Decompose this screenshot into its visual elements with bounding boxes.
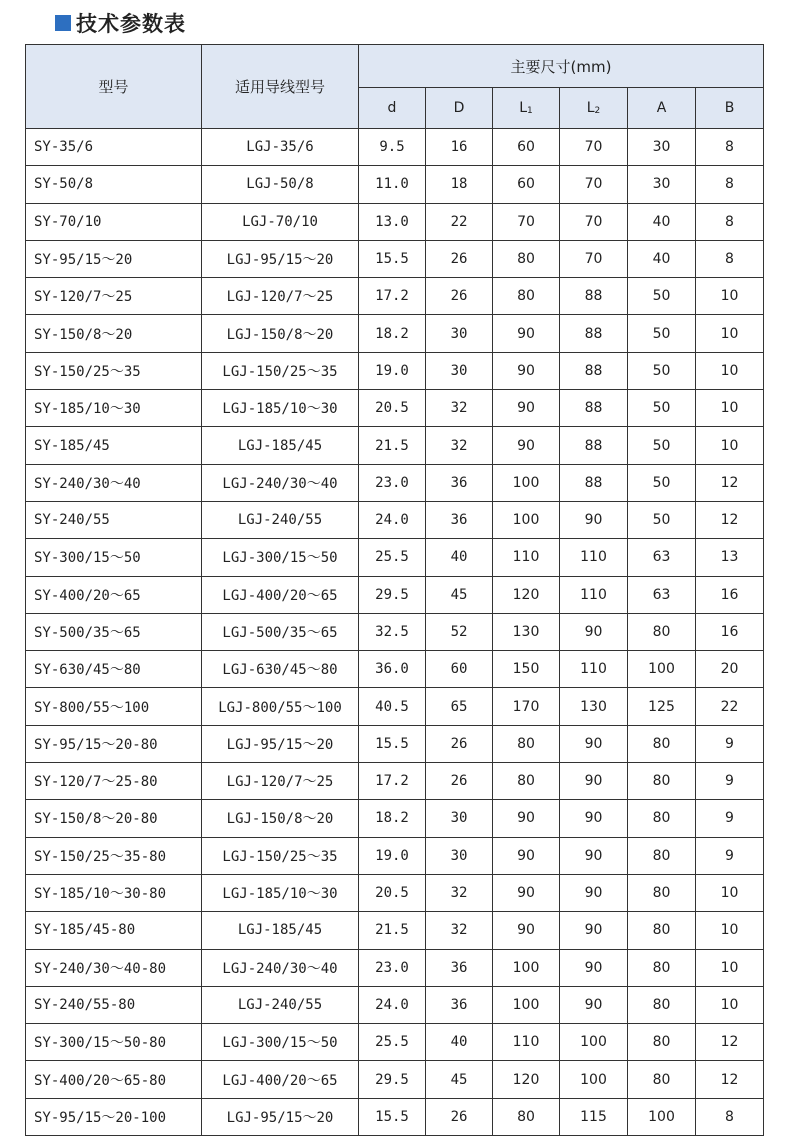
cell-dim: 100 xyxy=(560,1024,628,1061)
cell-dim: 15.5 xyxy=(359,1098,426,1135)
table-header xyxy=(26,45,764,129)
header-dim-label: B xyxy=(724,100,735,116)
cell-dim: 80 xyxy=(628,1024,696,1061)
cell-dim: 32 xyxy=(426,912,493,949)
cell-conductor: LGJ-400/20～65 xyxy=(202,576,359,613)
cell-conductor: LGJ-150/25～35 xyxy=(202,837,359,874)
cell-model: SY-70/10 xyxy=(26,203,202,240)
cell-model: SY-300/15～50 xyxy=(26,539,202,576)
cell-conductor: LGJ-95/15～20 xyxy=(202,725,359,762)
cell-dim: 10 xyxy=(696,278,764,315)
cell-model: SY-120/7～25-80 xyxy=(26,763,202,800)
cell-dim: 100 xyxy=(493,986,560,1023)
cell-dim: 13 xyxy=(696,539,764,576)
table-row xyxy=(26,129,764,166)
cell-conductor: LGJ-185/45 xyxy=(202,912,359,949)
header-dim-4 xyxy=(628,88,696,129)
cell-dim: 90 xyxy=(493,837,560,874)
cell-conductor: LGJ-630/45～80 xyxy=(202,651,359,688)
table-row xyxy=(26,390,764,427)
cell-dim: 80 xyxy=(628,800,696,837)
cell-conductor: LGJ-95/15～20 xyxy=(202,1098,359,1135)
cell-dim: 18 xyxy=(426,166,493,203)
cell-conductor: LGJ-120/7～25 xyxy=(202,278,359,315)
page-title: 技术参数表 xyxy=(76,12,186,36)
cell-model: SY-300/15～50-80 xyxy=(26,1024,202,1061)
cell-dim: 88 xyxy=(560,352,628,389)
header-dim-1 xyxy=(426,88,493,129)
cell-dim: 13.0 xyxy=(359,203,426,240)
cell-dim: 20.5 xyxy=(359,390,426,427)
cell-dim: 90 xyxy=(560,725,628,762)
cell-dim: 60 xyxy=(493,129,560,166)
cell-conductor: LGJ-185/10～30 xyxy=(202,874,359,911)
cell-dim: 88 xyxy=(560,464,628,501)
table-row xyxy=(26,1024,764,1061)
cell-model: SY-800/55～100 xyxy=(26,688,202,725)
cell-dim: 70 xyxy=(560,203,628,240)
cell-model: SY-185/10～30-80 xyxy=(26,874,202,911)
cell-dim: 11.0 xyxy=(359,166,426,203)
cell-dim: 63 xyxy=(628,576,696,613)
cell-dim: 16 xyxy=(696,576,764,613)
cell-model: SY-50/8 xyxy=(26,166,202,203)
cell-dim: 26 xyxy=(426,725,493,762)
cell-model: SY-185/45 xyxy=(26,427,202,464)
header-model: 型号 xyxy=(26,45,202,129)
table-row xyxy=(26,352,764,389)
cell-dim: 130 xyxy=(560,688,628,725)
cell-dim: 110 xyxy=(493,1024,560,1061)
header-conductor: 适用导线型号 xyxy=(202,45,359,129)
cell-dim: 115 xyxy=(560,1098,628,1135)
cell-dim: 20 xyxy=(696,651,764,688)
cell-model: SY-95/15～20-100 xyxy=(26,1098,202,1135)
cell-conductor: LGJ-150/25～35 xyxy=(202,352,359,389)
cell-dim: 110 xyxy=(560,651,628,688)
cell-dim: 21.5 xyxy=(359,427,426,464)
cell-dim: 80 xyxy=(628,837,696,874)
table-row xyxy=(26,539,764,576)
cell-dim: 8 xyxy=(696,240,764,277)
cell-dim: 80 xyxy=(628,986,696,1023)
cell-dim: 100 xyxy=(493,501,560,538)
table-row xyxy=(26,278,764,315)
cell-dim: 17.2 xyxy=(359,278,426,315)
cell-conductor: LGJ-240/30～40 xyxy=(202,464,359,501)
cell-dim: 10 xyxy=(696,390,764,427)
cell-dim: 90 xyxy=(493,874,560,911)
cell-dim: 32 xyxy=(426,874,493,911)
cell-dim: 16 xyxy=(426,129,493,166)
cell-dim: 90 xyxy=(560,986,628,1023)
cell-dim: 36.0 xyxy=(359,651,426,688)
table-row xyxy=(26,315,764,352)
table-body xyxy=(26,129,764,1136)
cell-dim: 9 xyxy=(696,837,764,874)
cell-dim: 8 xyxy=(696,1098,764,1135)
cell-dim: 30 xyxy=(426,800,493,837)
cell-dim: 40.5 xyxy=(359,688,426,725)
header-dim-subscript: 2 xyxy=(594,106,601,116)
cell-dim: 90 xyxy=(493,427,560,464)
cell-dim: 16 xyxy=(696,613,764,650)
cell-dim: 90 xyxy=(560,501,628,538)
cell-dim: 9 xyxy=(696,763,764,800)
cell-dim: 90 xyxy=(560,800,628,837)
cell-dim: 26 xyxy=(426,1098,493,1135)
cell-dim: 30 xyxy=(426,837,493,874)
table-row xyxy=(26,166,764,203)
table-row xyxy=(26,949,764,986)
cell-dim: 80 xyxy=(628,912,696,949)
cell-conductor: LGJ-300/15～50 xyxy=(202,539,359,576)
cell-conductor: LGJ-35/6 xyxy=(202,129,359,166)
cell-dim: 80 xyxy=(628,725,696,762)
cell-dim: 45 xyxy=(426,576,493,613)
table-row xyxy=(26,912,764,949)
cell-dim: 110 xyxy=(560,539,628,576)
cell-dim: 150 xyxy=(493,651,560,688)
header-dim-label: D xyxy=(453,100,465,116)
cell-dim: 19.0 xyxy=(359,837,426,874)
cell-dim: 40 xyxy=(426,539,493,576)
cell-dim: 10 xyxy=(696,427,764,464)
cell-dim: 100 xyxy=(628,651,696,688)
table-row xyxy=(26,576,764,613)
cell-dim: 70 xyxy=(493,203,560,240)
cell-model: SY-120/7～25 xyxy=(26,278,202,315)
cell-dim: 90 xyxy=(493,352,560,389)
cell-model: SY-95/15～20 xyxy=(26,240,202,277)
cell-dim: 32.5 xyxy=(359,613,426,650)
table-row xyxy=(26,613,764,650)
cell-dim: 12 xyxy=(696,464,764,501)
cell-dim: 25.5 xyxy=(359,539,426,576)
cell-dim: 8 xyxy=(696,166,764,203)
header-dim-0 xyxy=(359,88,426,129)
cell-model: SY-400/20～65-80 xyxy=(26,1061,202,1098)
cell-dim: 10 xyxy=(696,912,764,949)
table-row xyxy=(26,464,764,501)
cell-dim: 90 xyxy=(493,390,560,427)
cell-dim: 8 xyxy=(696,129,764,166)
cell-conductor: LGJ-400/20～65 xyxy=(202,1061,359,1098)
cell-dim: 36 xyxy=(426,501,493,538)
cell-dim: 15.5 xyxy=(359,240,426,277)
cell-dim: 90 xyxy=(560,949,628,986)
cell-dim: 100 xyxy=(493,464,560,501)
cell-dim: 70 xyxy=(560,129,628,166)
cell-dim: 120 xyxy=(493,1061,560,1098)
table-row xyxy=(26,651,764,688)
cell-model: SY-95/15～20-80 xyxy=(26,725,202,762)
cell-conductor: LGJ-70/10 xyxy=(202,203,359,240)
table-row xyxy=(26,427,764,464)
section-heading xyxy=(55,8,186,38)
cell-model: SY-630/45～80 xyxy=(26,651,202,688)
cell-dim: 80 xyxy=(628,874,696,911)
cell-dim: 30 xyxy=(426,352,493,389)
cell-dim: 12 xyxy=(696,501,764,538)
cell-conductor: LGJ-240/30～40 xyxy=(202,949,359,986)
cell-dim: 80 xyxy=(493,240,560,277)
cell-dim: 20.5 xyxy=(359,874,426,911)
cell-dim: 12 xyxy=(696,1024,764,1061)
cell-dim: 110 xyxy=(493,539,560,576)
cell-model: SY-150/8～20-80 xyxy=(26,800,202,837)
cell-dim: 40 xyxy=(628,203,696,240)
cell-dim: 10 xyxy=(696,874,764,911)
cell-dim: 50 xyxy=(628,278,696,315)
cell-dim: 90 xyxy=(560,763,628,800)
cell-model: SY-185/45-80 xyxy=(26,912,202,949)
cell-dim: 36 xyxy=(426,464,493,501)
cell-dim: 52 xyxy=(426,613,493,650)
header-dims-group: 主要尺寸(mm) xyxy=(359,45,764,88)
cell-dim: 8 xyxy=(696,203,764,240)
cell-dim: 26 xyxy=(426,278,493,315)
cell-conductor: LGJ-500/35～65 xyxy=(202,613,359,650)
cell-dim: 70 xyxy=(560,166,628,203)
cell-dim: 10 xyxy=(696,986,764,1023)
cell-dim: 50 xyxy=(628,427,696,464)
cell-dim: 90 xyxy=(493,800,560,837)
cell-dim: 36 xyxy=(426,986,493,1023)
cell-conductor: LGJ-50/8 xyxy=(202,166,359,203)
cell-dim: 9.5 xyxy=(359,129,426,166)
cell-model: SY-35/6 xyxy=(26,129,202,166)
cell-model: SY-150/25～35-80 xyxy=(26,837,202,874)
cell-dim: 50 xyxy=(628,390,696,427)
cell-dim: 9 xyxy=(696,725,764,762)
cell-dim: 10 xyxy=(696,949,764,986)
cell-dim: 18.2 xyxy=(359,315,426,352)
cell-dim: 80 xyxy=(493,763,560,800)
cell-dim: 80 xyxy=(628,763,696,800)
cell-conductor: LGJ-120/7～25 xyxy=(202,763,359,800)
cell-model: SY-150/25～35 xyxy=(26,352,202,389)
table-row xyxy=(26,725,764,762)
cell-dim: 30 xyxy=(628,129,696,166)
cell-dim: 24.0 xyxy=(359,501,426,538)
cell-dim: 29.5 xyxy=(359,1061,426,1098)
cell-model: SY-400/20～65 xyxy=(26,576,202,613)
header-dim-subscript: 1 xyxy=(527,106,533,116)
table-row xyxy=(26,763,764,800)
cell-dim: 90 xyxy=(560,874,628,911)
header-dim-label: A xyxy=(656,100,667,116)
cell-dim: 80 xyxy=(493,725,560,762)
cell-dim: 80 xyxy=(628,949,696,986)
cell-conductor: LGJ-185/10～30 xyxy=(202,390,359,427)
cell-dim: 100 xyxy=(493,949,560,986)
cell-model: SY-240/30～40-80 xyxy=(26,949,202,986)
cell-dim: 22 xyxy=(426,203,493,240)
cell-dim: 23.0 xyxy=(359,949,426,986)
cell-dim: 80 xyxy=(628,613,696,650)
table-row xyxy=(26,688,764,725)
cell-dim: 100 xyxy=(560,1061,628,1098)
cell-dim: 25.5 xyxy=(359,1024,426,1061)
cell-dim: 125 xyxy=(628,688,696,725)
cell-dim: 50 xyxy=(628,464,696,501)
cell-dim: 50 xyxy=(628,352,696,389)
cell-dim: 50 xyxy=(628,501,696,538)
cell-dim: 22 xyxy=(696,688,764,725)
cell-dim: 88 xyxy=(560,278,628,315)
cell-dim: 70 xyxy=(560,240,628,277)
cell-model: SY-150/8～20 xyxy=(26,315,202,352)
cell-dim: 10 xyxy=(696,315,764,352)
cell-dim: 23.0 xyxy=(359,464,426,501)
cell-dim: 110 xyxy=(560,576,628,613)
table-row xyxy=(26,240,764,277)
cell-dim: 90 xyxy=(560,837,628,874)
header-dim-label: d xyxy=(387,100,397,116)
table-row xyxy=(26,874,764,911)
cell-dim: 36 xyxy=(426,949,493,986)
cell-model: SY-500/35～65 xyxy=(26,613,202,650)
cell-dim: 30 xyxy=(426,315,493,352)
cell-dim: 90 xyxy=(493,315,560,352)
cell-dim: 30 xyxy=(628,166,696,203)
cell-dim: 88 xyxy=(560,427,628,464)
header-dim-5 xyxy=(696,88,764,129)
cell-dim: 24.0 xyxy=(359,986,426,1023)
cell-dim: 63 xyxy=(628,539,696,576)
cell-dim: 45 xyxy=(426,1061,493,1098)
cell-dim: 18.2 xyxy=(359,800,426,837)
cell-dim: 80 xyxy=(493,1098,560,1135)
cell-dim: 9 xyxy=(696,800,764,837)
header-dim-label: L xyxy=(519,100,528,116)
cell-dim: 90 xyxy=(560,613,628,650)
cell-dim: 32 xyxy=(426,390,493,427)
cell-dim: 26 xyxy=(426,763,493,800)
table-row xyxy=(26,1061,764,1098)
cell-conductor: LGJ-185/45 xyxy=(202,427,359,464)
table-row xyxy=(26,837,764,874)
cell-conductor: LGJ-150/8～20 xyxy=(202,315,359,352)
cell-dim: 90 xyxy=(493,912,560,949)
cell-dim: 40 xyxy=(426,1024,493,1061)
cell-conductor: LGJ-240/55 xyxy=(202,986,359,1023)
cell-dim: 88 xyxy=(560,315,628,352)
cell-dim: 21.5 xyxy=(359,912,426,949)
cell-dim: 40 xyxy=(628,240,696,277)
cell-dim: 17.2 xyxy=(359,763,426,800)
cell-model: SY-185/10～30 xyxy=(26,390,202,427)
cell-dim: 19.0 xyxy=(359,352,426,389)
cell-dim: 80 xyxy=(628,1061,696,1098)
cell-dim: 29.5 xyxy=(359,576,426,613)
header-dim-2 xyxy=(493,88,560,129)
cell-dim: 10 xyxy=(696,352,764,389)
header-dim-label: L xyxy=(586,100,595,116)
cell-conductor: LGJ-95/15～20 xyxy=(202,240,359,277)
cell-conductor: LGJ-300/15～50 xyxy=(202,1024,359,1061)
cell-conductor: LGJ-240/55 xyxy=(202,501,359,538)
table-row xyxy=(26,501,764,538)
header-dim-3 xyxy=(560,88,628,129)
cell-dim: 15.5 xyxy=(359,725,426,762)
cell-dim: 120 xyxy=(493,576,560,613)
cell-dim: 60 xyxy=(426,651,493,688)
cell-dim: 100 xyxy=(628,1098,696,1135)
cell-dim: 90 xyxy=(560,912,628,949)
cell-dim: 26 xyxy=(426,240,493,277)
cell-dim: 170 xyxy=(493,688,560,725)
spec-table xyxy=(25,44,764,1136)
cell-dim: 88 xyxy=(560,390,628,427)
cell-dim: 60 xyxy=(493,166,560,203)
cell-dim: 80 xyxy=(493,278,560,315)
table-row xyxy=(26,203,764,240)
cell-dim: 50 xyxy=(628,315,696,352)
cell-conductor: LGJ-150/8～20 xyxy=(202,800,359,837)
cell-dim: 32 xyxy=(426,427,493,464)
table-row xyxy=(26,986,764,1023)
cell-model: SY-240/30～40 xyxy=(26,464,202,501)
cell-model: SY-240/55 xyxy=(26,501,202,538)
cell-model: SY-240/55-80 xyxy=(26,986,202,1023)
cell-dim: 65 xyxy=(426,688,493,725)
table-row xyxy=(26,800,764,837)
blue-square-icon xyxy=(55,15,71,31)
cell-dim: 12 xyxy=(696,1061,764,1098)
cell-conductor: LGJ-800/55～100 xyxy=(202,688,359,725)
cell-dim: 130 xyxy=(493,613,560,650)
